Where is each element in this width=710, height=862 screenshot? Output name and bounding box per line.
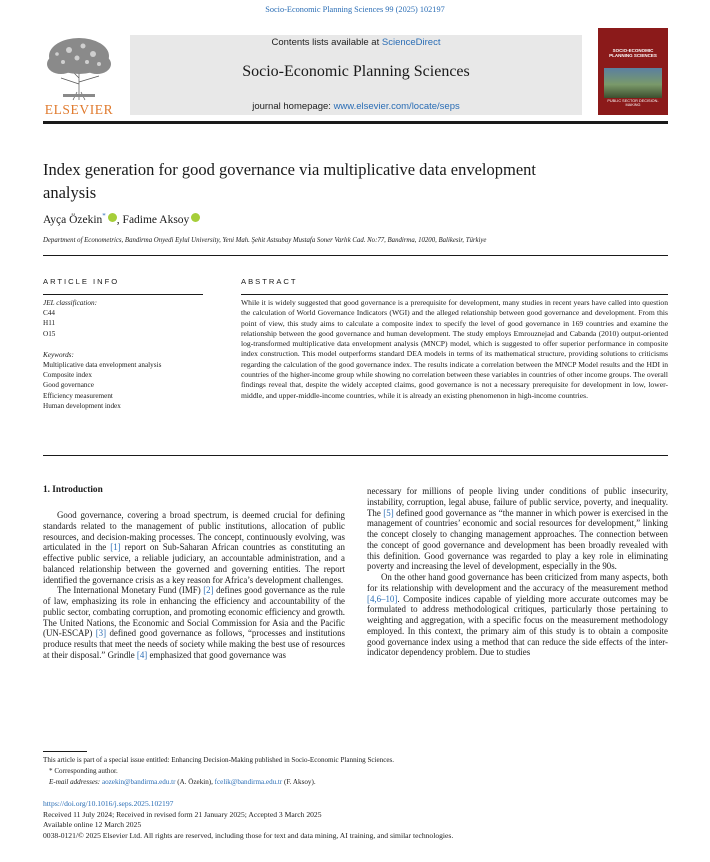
reference-link[interactable]: [5] [383, 507, 394, 518]
reference-link[interactable]: [1] [110, 542, 121, 553]
corresponding-mark[interactable]: * [102, 212, 106, 220]
section-heading-introduction: 1. Introduction [43, 485, 103, 495]
reference-link[interactable]: [2] [203, 585, 214, 596]
copyright: 0038-0121/© 2025 Elsevier Ltd. All rights are reserved, including those for text and data mining, AI training, and similar technologies. [43, 830, 454, 840]
contents-line [130, 37, 582, 48]
orcid-icon[interactable] [191, 213, 200, 222]
text-run: defined good governance as follows, “processes and institutions produce results that meet the needs of society while making the best use of resources at their disposal.” Grindle [43, 628, 345, 660]
reference-link[interactable]: [4] [136, 649, 148, 660]
body-column-right [367, 486, 668, 658]
reference-link[interactable]: [3] [95, 628, 107, 639]
jel-code: O15 [43, 329, 56, 338]
text-run: emphasized that good governance was [147, 649, 287, 660]
keyword: Composite index [43, 371, 92, 380]
special-issue-note: This article is part of a special issue entitled: Enhancing Decision-Making published in Socio-Economic Planning Sciences. [43, 756, 395, 764]
body-column-left [43, 510, 345, 661]
elsevier-logo[interactable] [43, 34, 123, 118]
publication-info [43, 799, 668, 841]
author-separator: , [116, 213, 123, 226]
keyword: Human development index [43, 401, 121, 410]
homepage-line [130, 101, 582, 112]
footnote-divider [43, 751, 87, 752]
available-online: Available online 12 March 2025 [43, 820, 142, 830]
header-divider [43, 121, 668, 124]
keyword: Good governance [43, 381, 94, 390]
email-line [43, 777, 668, 788]
email-owner-1: (A. Özekin), [175, 777, 215, 786]
journal-cover-image[interactable] [598, 28, 668, 115]
author-list [43, 212, 200, 226]
sciencedirect-link[interactable]: ScienceDirect [381, 37, 441, 48]
text-run: defines good governance as the rule of law, emphasizing its role in enhancing the efficiency and accountability of the public sector, combating corruption, and promoting economic efficiency and growth. The United Nations, the Economic and Social Commission for Asia and the Pacific (UN-ESCAP) [43, 585, 346, 639]
received-dates: Received 11 July 2024; Received in revised form 21 January 2025; Accepted 3 March 2025 [43, 809, 322, 819]
jel-code: C44 [43, 309, 55, 318]
cover-title: SOCIO-ECONOMIC PLANNING SCIENCES [609, 48, 657, 59]
affiliation-divider [43, 255, 668, 256]
keyword: Efficiency measurement [43, 391, 113, 400]
homepage-prefix: journal homepage: [252, 101, 334, 112]
journal-banner [130, 35, 582, 115]
keyword: Multiplicative data envelopment analysis [43, 361, 162, 370]
article-info-list [43, 298, 223, 411]
paragraph [367, 572, 668, 658]
text-run: necessary for millions of people living under conditions of public insecurity, instability, corruption, legal abuse, failure of public service, poverty, and inequality. The [367, 486, 668, 518]
article-info-heading: ARTICLE INFO [43, 277, 120, 286]
paragraph [367, 486, 668, 572]
email-owner-2: (F. Aksoy). [282, 777, 316, 786]
jel-code: H11 [43, 319, 56, 328]
text-run: Good governance, covering a broad spectrum, is deemed crucial for defining standards related to the management of public institutions, allocation of public resources, and decision-making processes. The concept, continuously evolving, was articulated in the [43, 510, 345, 553]
orcid-icon[interactable] [108, 213, 117, 222]
email-label: E-mail addresses: [49, 777, 101, 786]
corresponding-note: * Corresponding author. [49, 766, 118, 775]
journal-citation-link[interactable]: Socio-Economic Planning Sciences 99 (2025) 102197 [265, 5, 445, 14]
paragraph [43, 510, 345, 585]
affiliation: Department of Econometrics, Bandirma Onyedi Eylul University, Yeni Mah. Şehit Astsubay Mustafa Soner Varlık Cad. No:77, Bandirma, 10200, Balikesir, Türkiye [43, 237, 487, 244]
cover-footer: PUBLIC SECTOR DECISION-MAKING [607, 99, 659, 107]
text-run: . Composite indices capable of yielding more accurate outcomes may be formulated to address methodological critiques, particularly those pertaining to weighting and aggregation, with a specific focus on the measurement methodology employed. In this context, the primary aim of this study is to obtain a composite good governance index using a method that can reduce the side effects of the inter-indicator dependency problem. Due to studies [367, 593, 668, 658]
elsevier-wordmark: ELSEVIER [44, 102, 114, 117]
footnotes [43, 755, 668, 788]
paragraph [43, 585, 345, 660]
journal-title: Socio-Economic Planning Sciences [242, 63, 470, 80]
keywords-label: Keywords: [43, 350, 74, 359]
email-link-2[interactable]: fcelik@bandirma.edu.tr [214, 777, 283, 786]
body-divider [43, 455, 668, 456]
email-link-1[interactable]: aozekin@bandirma.edu.tr [101, 777, 176, 786]
text-run: report on Sub-Saharan African countries as constituting an effective public service, a reliable judiciary, an accountable administration, and a balanced relationship between the governed and governing entities. The report identified the governance crisis as a key reason for Africa’s development challenges. [43, 542, 345, 585]
text-run: defined good governance as “the manner in which power is exercised in the management of countries’ economic and social resources for development,” linking the concept closely to changing management approaches. The connection between the concept of good governance and development has been broadly revealed with this definition. Good governance was regarded to play a key role in eliminating poverty and increasing the level of development, especially in the 90s. [367, 507, 668, 572]
article-title: Index generation for good governance via multiplicative data envelopment analysis [43, 160, 536, 202]
doi-link[interactable]: https://doi.org/10.1016/j.seps.2025.102197 [43, 799, 174, 808]
elsevier-tree-icon [43, 34, 115, 102]
jel-label: JEL classification: [43, 299, 97, 307]
journal-homepage-link[interactable]: www.elsevier.com/locate/seps [333, 101, 460, 112]
article-info-divider [43, 294, 203, 295]
abstract-heading: ABSTRACT [241, 277, 298, 286]
contents-prefix: Contents lists available at [271, 37, 382, 48]
cover-photo [604, 68, 662, 98]
author-2[interactable]: Fadime Aksoy [122, 213, 190, 226]
text-run: The International Monetary Fund (IMF) [57, 585, 204, 596]
abstract-text: While it is widely suggested that good governance is a prerequisite for development, many studies in recent years have called into question the calculation of World Governance Indicators (WGI) and the alleged relationship between good governance and development. From this point of view, this study aims to calculate a composite index to specify the level of good governance in 169 countries and examine the relationship between the good governance and human development. The study employs Emrouznejad and Cabanda (2010) output-oriented log-transformed multiplicative data envelopment analysis (MNCP) model, which is suggested to offer superior performance in composite index construction. This model outperforms standard DEA models in terms of its mathematical structure, providing solutions to criticisms regarding the calculation of the good governance index. The results indicate a correlation between the MNCP Model results and the HDI in countries of the higher-income group while showing no correlation between these variables in countries of other income groups. The overall findings reveal that, despite the widely accepted claims, good governance is not a necessary prerequisite for development in low, lower-middle, and upper-middle-income countries, while it is already an existing phenomenon in high-income countries. [241, 298, 668, 400]
reference-link[interactable]: [4,6–10] [367, 593, 398, 604]
journal-header [43, 26, 668, 118]
author-1[interactable]: Ayça Özekin [43, 213, 103, 226]
text-run: On the other hand good governance has been criticized from many aspects, both for its relationship with development and the accuracy of the measurement method [367, 572, 668, 593]
abstract-divider [241, 294, 668, 295]
